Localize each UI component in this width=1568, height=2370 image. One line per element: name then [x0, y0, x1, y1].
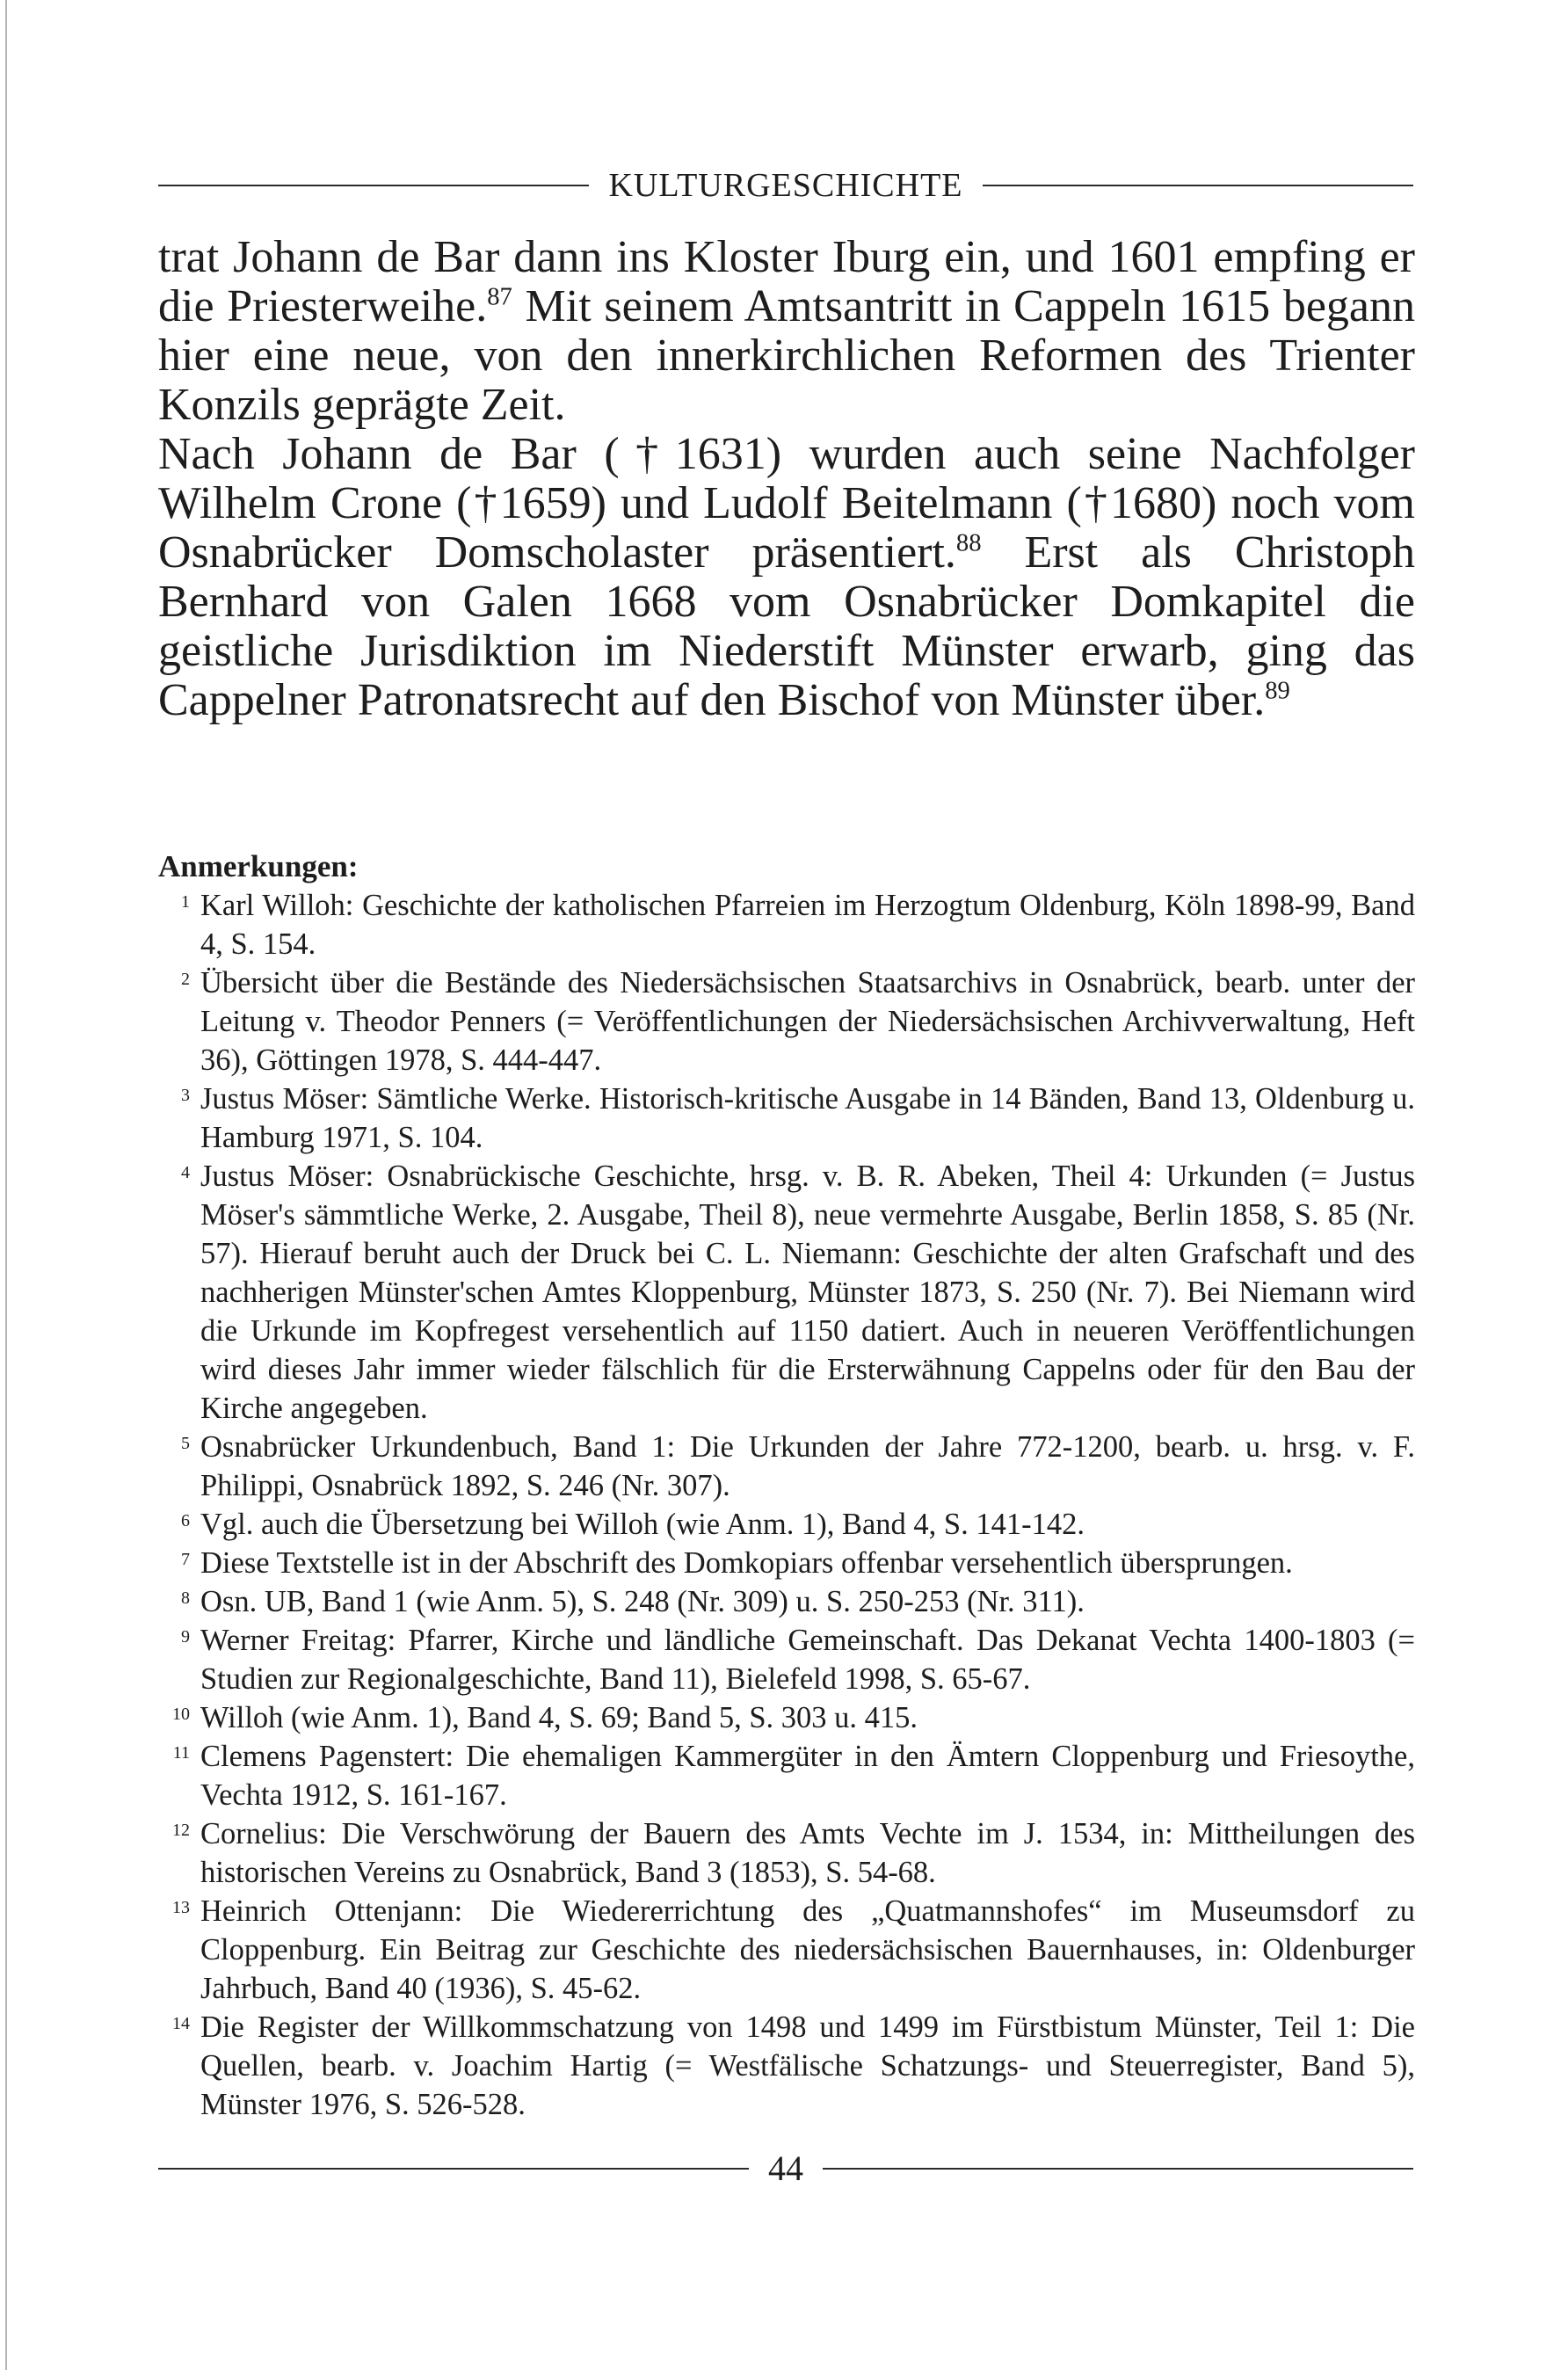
note-text: Karl Willoh: Geschichte der katholischen Pfarreien im Herzogtum Oldenburg, Köln 1898-99, Band 4, S. 154. [200, 889, 1415, 961]
paragraph-2-part-a: Nach Johann de Bar (†1631) wurden auch seine Nachfolger Wilhelm Crone (†1659) und Ludolf Beitelmann (†1680) noch vom Osnabrücker Domscholaster präsentiert. [158, 429, 1415, 578]
note-item [158, 1428, 1415, 1505]
note-text: Justus Möser: Osnabrückische Geschichte, hrsg. v. B. R. Abeken, Theil 4: Urkunden (= Justus Möser's sämmtliche Werke, 2. Ausgabe, Theil 8), neue vermehrte Ausgabe, Berlin 1858, S. 85 (Nr. 57). Hierauf beruht auch der Druck bei C. L. Niemann: Geschichte der alten Grafschaft und des nachherigen Münster'schen Amtes Kloppenburg, Münster 1873, S. 250 (Nr. 7). Bei Niemann wird die Urkunde im Kopfregest versehentlich auf 1150 datiert. Auch in neueren Veröffentlichungen wird dieses Jahr immer wieder fälschlich für die Ersterwähnung Cappelns oder für den Bau der Kirche angegeben. [200, 1160, 1415, 1425]
paragraph-2-part-b: Erst als Christoph Bernhard von Galen 1668 vom Osnabrücker Domkapitel die geistliche Jurisdiktion im Niederstift Münster erwarb, ging das Cappelner Patronatsrecht auf den Bischof von Münster über. [158, 527, 1415, 725]
paragraph-1-part-a: trat Johann de Bar dann ins Kloster Iburg ein, und 1601 empfing er die Priesterweihe. [158, 232, 1415, 331]
paragraph-1-part-b: Mit seinem Amtsantritt in Cappeln 1615 begann hier eine neue, von den innerkirchlichen Reformen des Trienter Konzils geprägte Zeit. [158, 281, 1416, 430]
header-rule-left [158, 185, 589, 186]
note-item [158, 2008, 1415, 2124]
note-number: 4 [181, 1163, 190, 1182]
note-item [158, 1621, 1415, 1698]
note-item [158, 1157, 1415, 1428]
note-text: Vgl. auch die Übersetzung bei Willoh (wie Anm. 1), Band 4, S. 141-142. [200, 1508, 1085, 1541]
main-text [158, 233, 1415, 725]
note-number: 5 [181, 1434, 190, 1453]
note-text: Cornelius: Die Verschwörung der Bauern des Amts Vechte im J. 1534, in: Mittheilungen des historischen Vereins zu Osnabrück, Band 3 (1853), S. 54-68. [200, 1817, 1415, 1889]
note-text: Die Register der Willkommschatzung von 1498 und 1499 im Fürstbistum Münster, Teil 1: Die Quellen, bearb. v. Joachim Hartig (= Westfälische Schatzungs- und Steuerregister, Band 5), Münster 1976, S. 526-528. [200, 2010, 1415, 2121]
note-item [158, 1698, 1415, 1737]
note-number: 11 [172, 1743, 190, 1763]
page-number: 44 [768, 2148, 803, 2188]
paragraph-2 [158, 430, 1415, 725]
note-item [158, 886, 1415, 963]
running-header-title: KULTURGESCHICHTE [608, 167, 963, 204]
page-edge-line [5, 0, 7, 2370]
note-number: 8 [181, 1588, 190, 1608]
note-number: 6 [181, 1511, 190, 1530]
note-text: Osn. UB, Band 1 (wie Anm. 5), S. 248 (Nr. 309) u. S. 250-253 (Nr. 311). [200, 1585, 1085, 1618]
note-text: Werner Freitag: Pfarrer, Kirche und ländliche Gemeinschaft. Das Dekanat Vechta 1400-1803 (= Studien zur Regionalgeschichte, Band 11), Bielefeld 1998, S. 65-67. [200, 1624, 1415, 1696]
running-header [158, 164, 1413, 207]
notes-list [158, 886, 1415, 2124]
page-footer [158, 2147, 1413, 2191]
note-text: Diese Textstelle ist in der Abschrift des Domkopiars offenbar versehentlich übersprungen. [200, 1546, 1293, 1580]
note-item [158, 1582, 1415, 1621]
note-text: Willoh (wie Anm. 1), Band 4, S. 69; Band 5, S. 303 u. 415. [200, 1701, 918, 1734]
note-item [158, 1544, 1415, 1582]
note-number: 10 [172, 1705, 190, 1724]
footer-rule-left [158, 2168, 749, 2170]
note-item [158, 963, 1415, 1080]
note-number: 7 [181, 1550, 190, 1569]
note-number: 3 [181, 1086, 190, 1105]
footnote-ref-87: 87 [487, 283, 512, 311]
note-item [158, 1505, 1415, 1544]
note-text: Justus Möser: Sämtliche Werke. Historisch-kritische Ausgabe in 14 Bänden, Band 13, Oldenburg u. Hamburg 1971, S. 104. [200, 1082, 1415, 1154]
note-item [158, 1814, 1415, 1892]
header-rule-right [983, 185, 1413, 186]
note-text: Heinrich Ottenjann: Die Wiedererrichtung des „Quatmannshofes“ im Museumsdorf zu Cloppenburg. Ein Beitrag zur Geschichte des niedersächsischen Bauernhauses, in: Oldenburger Jahrbuch, Band 40 (1936), S. 45-62. [200, 1894, 1415, 2005]
footnote-ref-88: 88 [955, 529, 982, 557]
note-item [158, 1892, 1415, 2008]
paragraph-1 [158, 233, 1415, 430]
note-number: 1 [181, 892, 190, 912]
note-text: Übersicht über die Bestände des Niedersächsischen Staatsarchivs in Osnabrück, bearb. unter der Leitung v. Theodor Penners (= Veröffentlichungen der Niedersächsischen Archivverwaltung, Heft 36), Göttingen 1978, S. 444-447. [200, 966, 1415, 1077]
note-text: Osnabrücker Urkundenbuch, Band 1: Die Urkunden der Jahre 772-1200, bearb. u. hrsg. v. F. Philippi, Osnabrück 1892, S. 246 (Nr. 307). [200, 1430, 1415, 1502]
note-number: 13 [172, 1898, 190, 1917]
note-number: 9 [181, 1627, 190, 1647]
footer-rule-right [823, 2168, 1413, 2170]
note-number: 2 [181, 970, 190, 989]
note-item [158, 1080, 1415, 1157]
note-number: 12 [172, 1821, 190, 1840]
note-item [158, 1737, 1415, 1814]
notes-heading: Anmerkungen: [158, 849, 359, 883]
note-text: Clemens Pagenstert: Die ehemaligen Kammergüter in den Ämtern Cloppenburg und Friesoythe, Vechta 1912, S. 161-167. [200, 1740, 1415, 1812]
footnote-ref-89: 89 [1265, 677, 1290, 705]
note-number: 14 [172, 2014, 190, 2033]
